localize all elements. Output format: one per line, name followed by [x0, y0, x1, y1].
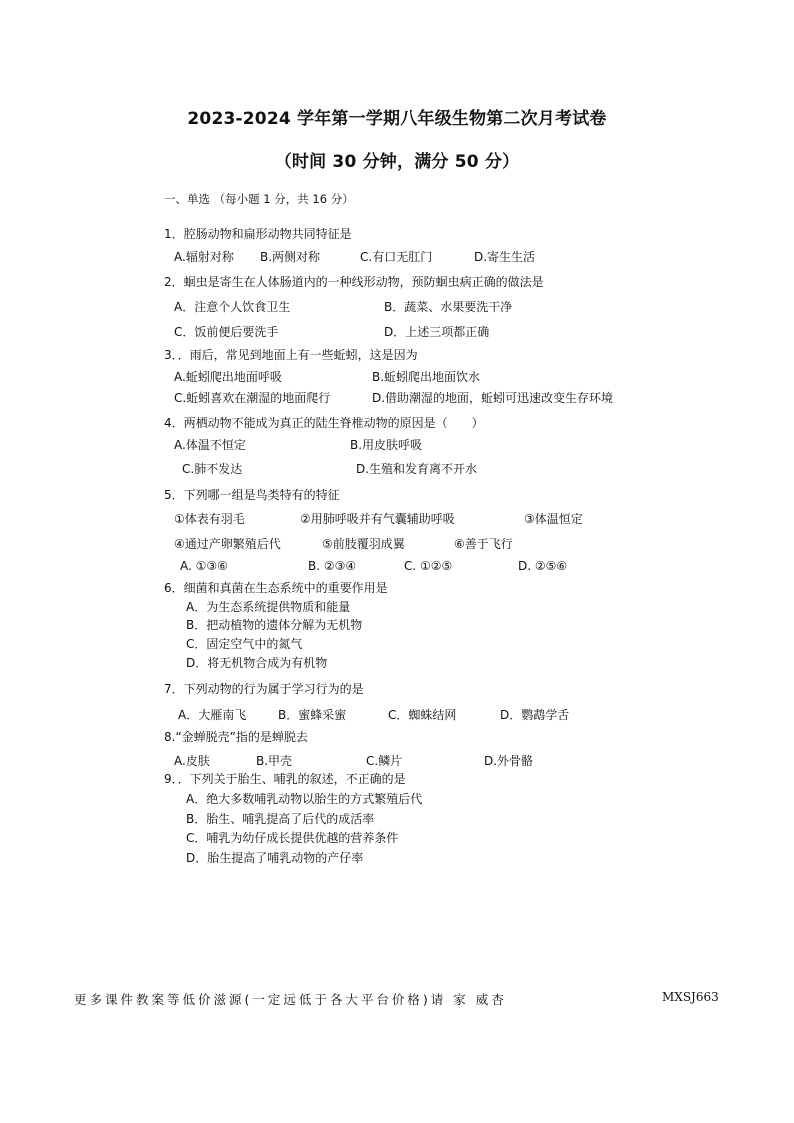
q3-option-a: A.蚯蚓爬出地面呼吸 — [174, 370, 282, 384]
question-5-stem: 5．下列哪一组是鸟类特有的特征 — [164, 488, 340, 502]
q5-feature-4: ④通过产卵繁殖后代 — [174, 537, 281, 551]
q6-option-a: A．为生态系统提供物质和能量 — [186, 600, 351, 614]
question-2-stem: 2．蛔虫是寄生在人体肠道内的一种线形动物，预防蛔虫病正确的做法是 — [164, 275, 544, 289]
q2-option-b: B．蔬菜、水果要洗干净 — [384, 300, 513, 314]
q6-option-c: C．固定空气中的氮气 — [186, 637, 303, 651]
q5-feature-6: ⑥善于飞行 — [454, 537, 513, 551]
q6-option-b: B．把动植物的遗体分解为无机物 — [186, 618, 363, 632]
q5-feature-3: ③体温恒定 — [524, 512, 583, 526]
question-7-stem: 7．下列动物的行为属于学习行为的是 — [164, 682, 364, 696]
q2-option-a: A．注意个人饮食卫生 — [174, 300, 291, 314]
q3-option-c: C.蚯蚓喜欢在潮湿的地面爬行 — [174, 391, 331, 405]
q4-option-b: B.用皮肤呼吸 — [350, 438, 423, 452]
q5-feature-1: ①体表有羽毛 — [174, 512, 245, 526]
q1-option-a: A.辐射对称 — [174, 250, 234, 264]
question-3-stem: 3．．雨后，常见到地面上有一些蚯蚓，这是因为 — [164, 348, 418, 362]
q5-option-d: D. ②⑤⑥ — [518, 559, 568, 573]
question-8-stem: 8.“金蝉脱壳”指的是蝉脱去 — [164, 730, 308, 744]
q9-option-c: C．哺乳为幼仔成长提供优越的营养条件 — [186, 831, 399, 845]
q1-option-d: D.寄生生活 — [474, 250, 536, 264]
q8-option-a: A.皮肤 — [174, 754, 210, 768]
q5-feature-5: ⑤前肢覆羽成翼 — [322, 537, 405, 551]
q5-option-c: C. ①②⑤ — [404, 559, 453, 573]
q7-option-c: C．蜘蛛结网 — [388, 708, 457, 722]
q9-option-a: A．绝大多数哺乳动物以胎生的方式繁殖后代 — [186, 792, 423, 806]
q4-option-a: A.体温不恒定 — [174, 438, 246, 452]
q9-option-d: D．胎生提高了哺乳动物的产仔率 — [186, 851, 364, 865]
q3-option-d: D.借助潮湿的地面，蚯蚓可迅速改变生存环境 — [372, 391, 614, 405]
q5-option-b: B. ②③④ — [308, 559, 357, 573]
exam-title: 2023-2024 学年第一学期八年级生物第二次月考试卷 — [187, 109, 607, 129]
q4-option-c: C.肺不发达 — [182, 462, 243, 476]
q6-option-d: D．将无机物合成为有机物 — [186, 656, 328, 670]
q1-option-c: C.有口无肛门 — [360, 250, 433, 264]
q7-option-d: D．鹦鹉学舌 — [500, 708, 570, 722]
q2-option-d: D．上述三项都正确 — [384, 325, 490, 339]
q5-option-a: A. ①③⑥ — [180, 559, 228, 573]
q8-option-d: D.外骨骼 — [484, 754, 534, 768]
q8-option-b: B.甲壳 — [256, 754, 293, 768]
q7-option-a: A．大雁南飞 — [178, 708, 247, 722]
footer-notice: 更多课件教案等低价滋源(一定远低于各大平台价格)请 家 威杏 — [74, 992, 507, 1007]
q4-option-d: D.生殖和发育离不开水 — [356, 462, 478, 476]
q1-option-b: B.两侧对称 — [260, 250, 321, 264]
footer-code: MXSJ663 — [662, 990, 719, 1004]
q2-option-c: C．饭前便后要洗手 — [174, 325, 279, 339]
section-heading: 一、单选 （每小题 1 分，共 16 分） — [164, 192, 354, 206]
q8-option-c: C.鳞片 — [366, 754, 403, 768]
question-6-stem: 6．细菌和真菌在生态系统中的重要作用是 — [164, 581, 388, 595]
q5-feature-2: ②用肺呼吸并有气囊辅助呼吸 — [300, 512, 455, 526]
question-4-stem: 4．两栖动物不能成为真正的陆生脊椎动物的原因是（ ） — [164, 416, 484, 430]
question-1-stem: 1．腔肠动物和扁形动物共同特征是 — [164, 227, 352, 241]
question-9-stem: 9．．下列关于胎生、哺乳的叙述，不正确的是 — [164, 772, 406, 786]
exam-subtitle: （时间 30 分钟，满分 50 分） — [274, 152, 520, 172]
q3-option-b: B.蚯蚓爬出地面饮水 — [372, 370, 481, 384]
q7-option-b: B．蜜蜂采蜜 — [278, 708, 347, 722]
q9-option-b: B．胎生、哺乳提高了后代的成活率 — [186, 812, 375, 826]
